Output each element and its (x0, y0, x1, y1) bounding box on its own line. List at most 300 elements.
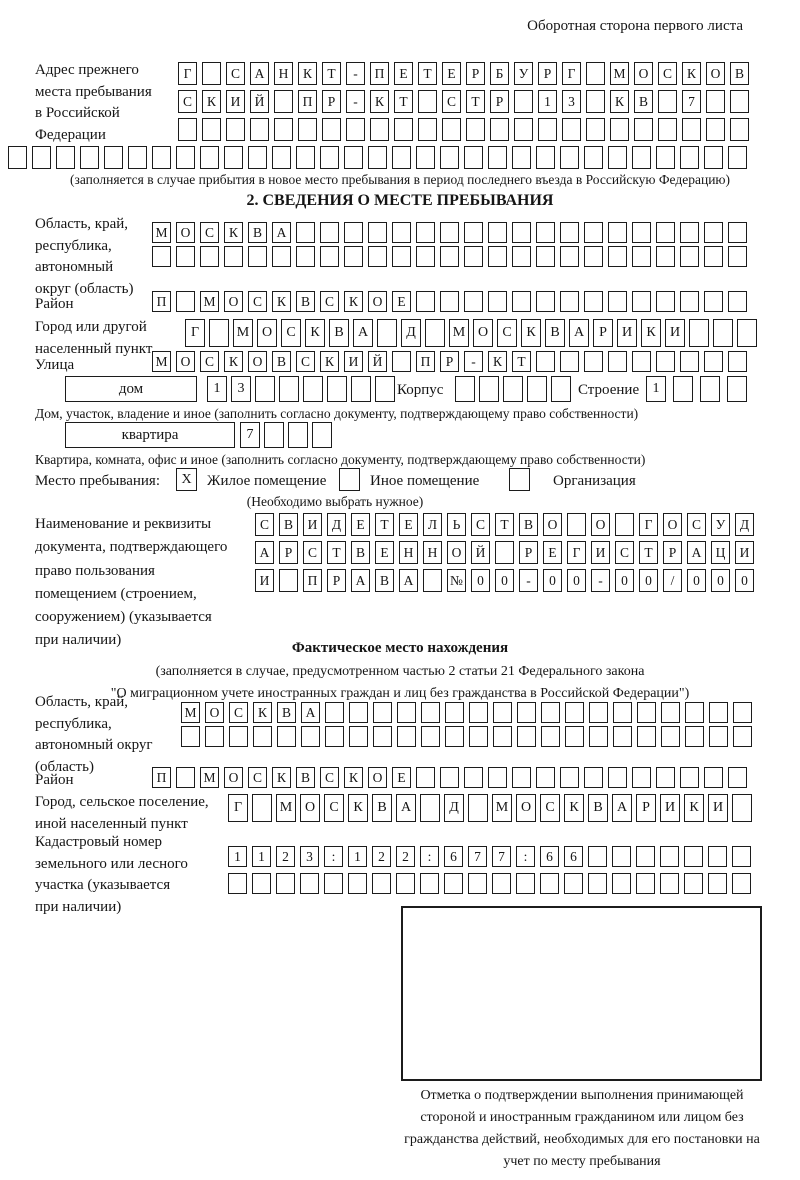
char-box (634, 118, 653, 141)
char-box (661, 702, 680, 723)
char-box (396, 873, 415, 894)
char-box (684, 873, 703, 894)
char-box (713, 319, 733, 347)
char-box (637, 726, 656, 747)
char-box (565, 726, 584, 747)
char-box (560, 146, 579, 169)
char-box (264, 422, 284, 448)
document-label-line: документа, подтверждающего (35, 539, 228, 556)
char-box: 2 (396, 846, 415, 867)
document-row-1 (255, 513, 754, 536)
char-box (632, 222, 651, 243)
char-box (704, 222, 723, 243)
char-box: Е (375, 541, 394, 564)
city-label (35, 317, 152, 360)
char-box: П (152, 291, 171, 312)
char-box (656, 291, 675, 312)
char-box: К (272, 291, 291, 312)
char-box (370, 118, 389, 141)
char-box: О (224, 767, 243, 788)
char-box: С (296, 351, 315, 372)
prev-address-label (35, 60, 152, 147)
char-box (562, 118, 581, 141)
char-box: С (615, 541, 634, 564)
prev-address-row-3 (178, 118, 749, 141)
char-box (418, 118, 437, 141)
char-box (517, 726, 536, 747)
apartment-row (240, 422, 332, 448)
section2-title: 2. СВЕДЕНИЯ О МЕСТЕ ПРЕБЫВАНИЯ (246, 192, 554, 209)
char-box (584, 351, 603, 372)
char-box: К (298, 62, 317, 85)
char-box: А (399, 569, 418, 592)
region-label (35, 214, 133, 301)
actual-location-note-line: "О миграционном учете иностранных граждан и лиц без гражданства в Российской Федерации") (110, 686, 690, 701)
char-box (442, 118, 461, 141)
char-box (202, 118, 221, 141)
char-box (732, 794, 752, 822)
char-box (536, 222, 555, 243)
char-box (469, 726, 488, 747)
cadastral-label (35, 832, 188, 919)
char-box: О (368, 767, 387, 788)
char-box (586, 62, 605, 85)
char-box: М (492, 794, 512, 822)
char-box: / (663, 569, 682, 592)
char-box (733, 726, 752, 747)
char-box (541, 726, 560, 747)
char-box (349, 726, 368, 747)
char-box (373, 726, 392, 747)
char-box (584, 222, 603, 243)
char-box (276, 873, 295, 894)
char-box (612, 873, 631, 894)
region-row-2 (152, 246, 747, 267)
char-box (274, 90, 293, 113)
district-row (152, 291, 747, 312)
char-box (300, 873, 319, 894)
char-box: С (248, 291, 267, 312)
char-box: С (248, 767, 267, 788)
char-box: Н (423, 541, 442, 564)
document-label-line: право пользования (35, 562, 155, 579)
char-box: С (229, 702, 248, 723)
cadastral-row-1 (228, 846, 751, 867)
char-box: О (447, 541, 466, 564)
char-box (455, 376, 475, 402)
char-box (368, 246, 387, 267)
char-box: 0 (471, 569, 490, 592)
char-box (560, 291, 579, 312)
char-box: Р (327, 569, 346, 592)
char-box (464, 291, 483, 312)
char-box (612, 846, 631, 867)
char-box (709, 702, 728, 723)
char-box: О (663, 513, 682, 536)
char-box (512, 222, 531, 243)
char-box (737, 319, 757, 347)
char-box: У (711, 513, 730, 536)
char-box (658, 90, 677, 113)
char-box (425, 319, 445, 347)
char-box: В (296, 767, 315, 788)
char-box (312, 422, 332, 448)
char-box (536, 246, 555, 267)
korpus-row (455, 376, 571, 402)
char-box (732, 873, 751, 894)
char-box: И (660, 794, 680, 822)
char-box: Д (327, 513, 346, 536)
char-box (636, 846, 655, 867)
char-box (706, 118, 725, 141)
char-box (248, 246, 267, 267)
char-box: А (272, 222, 291, 243)
document-label-line: Наименование и реквизиты (35, 516, 212, 532)
char-box: О (248, 351, 267, 372)
char-box (288, 422, 308, 448)
char-box (377, 319, 397, 347)
char-box (632, 767, 651, 788)
stroenie-row (646, 376, 747, 402)
char-box: П (303, 569, 322, 592)
char-box: В (730, 62, 749, 85)
char-box: 1 (252, 846, 271, 867)
char-box (181, 726, 200, 747)
char-box: П (152, 767, 171, 788)
char-box: В (588, 794, 608, 822)
char-box: Т (512, 351, 531, 372)
char-box (392, 146, 411, 169)
char-box (320, 246, 339, 267)
char-box: Т (327, 541, 346, 564)
char-box (226, 118, 245, 141)
char-box (80, 146, 99, 169)
char-box (588, 873, 607, 894)
char-box (704, 246, 723, 267)
char-box (632, 246, 651, 267)
char-box: 1 (538, 90, 557, 113)
char-box: К (224, 222, 243, 243)
char-box: П (370, 62, 389, 85)
char-box (488, 222, 507, 243)
char-box (8, 146, 27, 169)
char-box (152, 246, 171, 267)
char-box: К (564, 794, 584, 822)
char-box: И (255, 569, 274, 592)
char-box (560, 351, 579, 372)
char-box: С (658, 62, 677, 85)
char-box (632, 146, 651, 169)
char-box (613, 726, 632, 747)
char-box: К (305, 319, 325, 347)
char-box (658, 118, 677, 141)
char-box (320, 222, 339, 243)
char-box: 7 (468, 846, 487, 867)
char-box (416, 246, 435, 267)
char-box (421, 702, 440, 723)
char-box (560, 222, 579, 243)
char-box (394, 118, 413, 141)
char-box: 0 (687, 569, 706, 592)
char-box (637, 702, 656, 723)
char-box: Р (440, 351, 459, 372)
char-box: Р (279, 541, 298, 564)
char-box: 1 (348, 846, 367, 867)
char-box (728, 246, 747, 267)
char-box: О (176, 222, 195, 243)
actual-location-note-line: (заполняется в случае, предусмотренном частью 2 статьи 21 Федерального закона (155, 664, 645, 679)
char-box: К (370, 90, 389, 113)
char-box: О (176, 351, 195, 372)
char-box: Г (639, 513, 658, 536)
char-box (252, 794, 272, 822)
char-box: Т (394, 90, 413, 113)
region-row-1 (152, 222, 747, 243)
char-box (469, 702, 488, 723)
char-box (730, 118, 749, 141)
char-box (732, 846, 751, 867)
char-box: В (519, 513, 538, 536)
char-box (704, 767, 723, 788)
char-box (584, 246, 603, 267)
char-box (128, 146, 147, 169)
char-box: О (224, 291, 243, 312)
char-box (517, 702, 536, 723)
char-box: 3 (300, 846, 319, 867)
char-box (200, 246, 219, 267)
char-box (608, 767, 627, 788)
char-box: И (735, 541, 754, 564)
char-box (615, 513, 634, 536)
prev-address-label-line: Федерации (35, 127, 106, 144)
prev-address-label-line: места пребывания (35, 83, 152, 100)
char-box: Е (543, 541, 562, 564)
char-box: С (540, 794, 560, 822)
char-box (536, 146, 555, 169)
char-box (656, 146, 675, 169)
char-box: К (344, 767, 363, 788)
char-box (551, 376, 571, 402)
char-box: - (519, 569, 538, 592)
char-box (708, 873, 727, 894)
char-box (541, 702, 560, 723)
char-box: В (296, 291, 315, 312)
char-box (608, 246, 627, 267)
char-box: 0 (567, 569, 586, 592)
char-box: 6 (564, 846, 583, 867)
char-box: Е (392, 767, 411, 788)
stamp-box (401, 906, 762, 1081)
char-box: Р (636, 794, 656, 822)
char-box (344, 246, 363, 267)
actual-region-row-1 (181, 702, 752, 723)
char-box (728, 351, 747, 372)
cadastral-label-line: участка (указывается (35, 877, 171, 894)
char-box (660, 873, 679, 894)
char-box (479, 376, 499, 402)
char-box: Й (368, 351, 387, 372)
char-box (488, 767, 507, 788)
char-box (416, 767, 435, 788)
char-box: 7 (240, 422, 260, 448)
char-box: К (488, 351, 507, 372)
stay-place-label: Место пребывания: (35, 473, 160, 489)
actual-city-label-line: Город, сельское поселение, (35, 794, 209, 810)
char-box (680, 767, 699, 788)
char-box (728, 767, 747, 788)
char-box (255, 376, 275, 402)
char-box: Т (466, 90, 485, 113)
char-box (445, 726, 464, 747)
stay-option-checkbox-other (339, 468, 360, 491)
char-box (538, 118, 557, 141)
char-box (248, 146, 267, 169)
prev-address-row-overflow (8, 146, 747, 169)
char-box (445, 702, 464, 723)
char-box (536, 291, 555, 312)
char-box (176, 146, 195, 169)
actual-district-row (152, 767, 747, 788)
region-label-line: республика, (35, 237, 112, 254)
char-box (512, 246, 531, 267)
char-box (567, 513, 586, 536)
char-box (685, 702, 704, 723)
char-box (728, 291, 747, 312)
char-box (440, 767, 459, 788)
city-row (185, 319, 757, 347)
char-box (560, 767, 579, 788)
char-box (680, 246, 699, 267)
region-label-line: Область, край, (35, 216, 129, 232)
char-box (397, 726, 416, 747)
char-box: А (687, 541, 706, 564)
prev-address-row-1 (178, 62, 749, 85)
char-box: Д (401, 319, 421, 347)
char-box (348, 873, 367, 894)
cadastral-label-line: земельного или лесного (35, 855, 188, 872)
char-box (586, 118, 605, 141)
char-box (588, 846, 607, 867)
char-box: К (344, 291, 363, 312)
char-box (250, 118, 269, 141)
char-box (346, 118, 365, 141)
char-box: 1 (207, 376, 227, 402)
char-box (322, 118, 341, 141)
char-box: 1 (228, 846, 247, 867)
char-box (564, 873, 583, 894)
apartment-label-box: квартира (65, 422, 235, 448)
char-box: А (250, 62, 269, 85)
char-box: К (682, 62, 701, 85)
char-box (176, 246, 195, 267)
char-box (608, 291, 627, 312)
actual-region-label-line: Область, край, (35, 694, 129, 710)
char-box (416, 291, 435, 312)
char-box (704, 351, 723, 372)
char-box: В (248, 222, 267, 243)
char-box: - (346, 90, 365, 113)
prev-address-note: (заполняется в случае прибытия в новое место пребывания в период последнего въезда в Российскую Федерацию) (69, 172, 731, 187)
char-box (636, 873, 655, 894)
char-box (464, 246, 483, 267)
stay-option-label-other: Иное помещение (370, 473, 480, 489)
char-box (656, 246, 675, 267)
char-box: Й (250, 90, 269, 113)
char-box (704, 146, 723, 169)
char-box (252, 873, 271, 894)
actual-city-label-line: иной населенный пункт (35, 815, 188, 832)
char-box: Т (375, 513, 394, 536)
actual-location-title: Фактическое место нахождения (291, 640, 509, 656)
char-box (656, 222, 675, 243)
char-box: О (706, 62, 725, 85)
char-box: 2 (276, 846, 295, 867)
char-box (272, 246, 291, 267)
char-box (420, 873, 439, 894)
document-row-3 (255, 569, 754, 592)
char-box: Б (490, 62, 509, 85)
char-box (325, 726, 344, 747)
char-box: С (255, 513, 274, 536)
char-box (565, 702, 584, 723)
char-box: В (351, 541, 370, 564)
char-box (344, 222, 363, 243)
char-box (610, 118, 629, 141)
char-box: М (200, 767, 219, 788)
char-box: С (178, 90, 197, 113)
char-box (421, 726, 440, 747)
char-box: Н (274, 62, 293, 85)
char-box: Й (471, 541, 490, 564)
char-box: Р (519, 541, 538, 564)
char-box (202, 62, 221, 85)
char-box (368, 146, 387, 169)
stay-option-label-organization: Организация (553, 473, 636, 489)
char-box: О (368, 291, 387, 312)
char-box (589, 702, 608, 723)
char-box: В (277, 702, 296, 723)
stay-place-note: (Необходимо выбрать нужное) (246, 494, 424, 509)
char-box (320, 146, 339, 169)
char-box: О (257, 319, 277, 347)
char-box: М (152, 222, 171, 243)
char-box: О (473, 319, 493, 347)
char-box: Е (351, 513, 370, 536)
char-box: Т (639, 541, 658, 564)
char-box (104, 146, 123, 169)
actual-city-label (35, 792, 209, 835)
char-box (392, 246, 411, 267)
char-box (327, 376, 347, 402)
house-note: Дом, участок, владение и иное (заполнить согласно документу, подтверждающему право собственности) (35, 406, 639, 421)
prev-address-label-line: Адрес прежнего (35, 62, 139, 78)
char-box (512, 767, 531, 788)
char-box (296, 246, 315, 267)
char-box (301, 726, 320, 747)
document-row-2 (255, 541, 754, 564)
char-box: 2 (372, 846, 391, 867)
char-box: Е (392, 291, 411, 312)
char-box: 0 (543, 569, 562, 592)
char-box (397, 702, 416, 723)
char-box (325, 702, 344, 723)
char-box (468, 873, 487, 894)
char-box: И (591, 541, 610, 564)
char-box: - (464, 351, 483, 372)
char-box: Ь (447, 513, 466, 536)
char-box: В (272, 351, 291, 372)
region-label-line: округ (область) (35, 281, 134, 298)
